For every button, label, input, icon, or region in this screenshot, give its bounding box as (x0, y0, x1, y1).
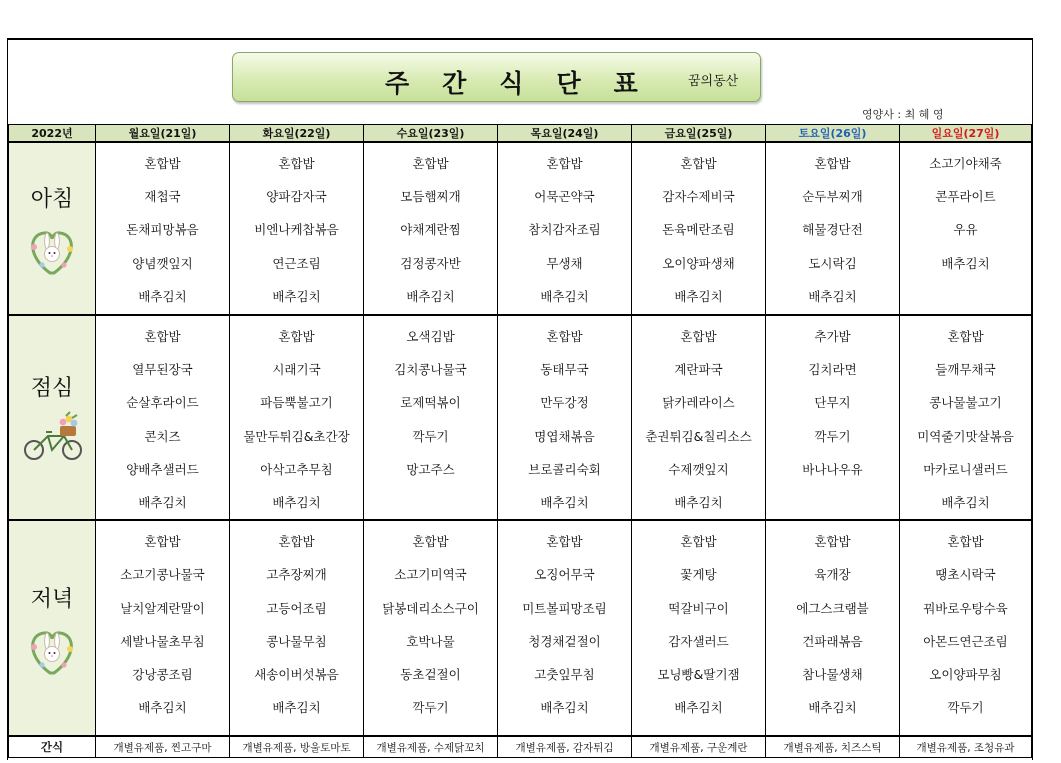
dish-item: 콩나물무침 (266, 633, 327, 649)
dish-item: 배추김치 (138, 288, 187, 304)
dish-cell-tue (230, 142, 364, 315)
dish-item: 돈채피망볶음 (126, 222, 199, 238)
dish-item: 무생채 (546, 255, 583, 271)
dish-item: 혼합밥 (814, 534, 851, 550)
dish-item: 배추김치 (941, 255, 990, 271)
dish-item: 깍두기 (814, 428, 851, 444)
dish-item: 순살후라이드 (126, 395, 199, 411)
dish-item: 배추김치 (674, 700, 723, 716)
dish-item: 고추장찌개 (266, 567, 327, 583)
dish-cell-tue (230, 315, 364, 520)
dish-item: 에그스크램블 (796, 600, 869, 616)
dish-item: 아몬드연근조림 (923, 633, 1008, 649)
dish-item: 수제깻잎지 (668, 461, 729, 477)
dish-cell-thu (498, 142, 632, 315)
dish-item: 참치감자조림 (528, 222, 601, 238)
dish-item: 망고주스 (406, 461, 455, 477)
dish-item: 배추김치 (272, 288, 321, 304)
dish-item: 파듬뿍불고기 (260, 395, 333, 411)
dish-item: 콩나물불고기 (929, 395, 1002, 411)
day-header-fri: 금요일(25일) (632, 125, 766, 143)
dish-item: 미역줄기맛살볶음 (917, 428, 1014, 444)
day-header-sat: 토요일(26일) (766, 125, 900, 143)
dish-cell-sat (766, 142, 900, 315)
snack-cell-fri: 개별유제품, 구운계란 (632, 736, 766, 758)
day-header-thu: 목요일(24일) (498, 125, 632, 143)
dish-item: 혼합밥 (144, 329, 181, 344)
dish-cell-thu (498, 315, 632, 520)
dish-item: 추가밥 (814, 329, 851, 344)
dish-item: 로제떡볶이 (400, 395, 461, 411)
dish-item: 닭봉데리소스구이 (382, 600, 479, 616)
dish-item: 배추김치 (674, 288, 723, 304)
meal-label-cell (9, 315, 96, 520)
dish-item: 깍두기 (412, 700, 449, 716)
meal-name: 점심 (30, 376, 74, 402)
dish-item: 혼합밥 (278, 156, 315, 171)
dish-item: 깍두기 (947, 700, 984, 716)
dish-cell-sun (900, 142, 1032, 315)
dietitian-label: 영양사 : 최 혜 영 (862, 108, 944, 121)
dish-item: 혼합밥 (947, 329, 984, 344)
dish-item: 배추김치 (272, 494, 321, 510)
dish-item: 호박나물 (406, 633, 455, 649)
dish-item: 야채계란찜 (400, 222, 461, 238)
dish-item: 콘푸라이트 (935, 189, 996, 205)
dish-item: 오징어무국 (534, 567, 595, 583)
dish-cell-fri (632, 520, 766, 736)
dish-cell-tue (230, 520, 364, 736)
dish-item: 동초겉절이 (400, 666, 461, 682)
dish-item: 닭카레라이스 (662, 395, 735, 411)
dish-item: 혼합밥 (278, 329, 315, 344)
dish-item: 혼합밥 (680, 156, 717, 171)
flower-bicycle-icon (22, 410, 82, 464)
dish-item: 소고기야채죽 (929, 156, 1002, 171)
dish-item: 혼합밥 (680, 329, 717, 344)
dish-item: 새송이버섯볶음 (254, 666, 339, 682)
dish-cell-mon (96, 520, 230, 736)
meal-label-cell (9, 142, 96, 315)
day-header-sun: 일요일(27일) (900, 125, 1032, 143)
dish-item: 배추김치 (138, 700, 187, 716)
dish-item: 계란파국 (674, 362, 723, 378)
dish-item: 춘권튀김&칠리소스 (645, 428, 752, 444)
page-title: 주간식단표 (385, 69, 671, 98)
dish-item: 어묵곤약국 (534, 189, 595, 205)
dish-item: 혼합밥 (680, 534, 717, 550)
dish-item: 혼합밥 (947, 534, 984, 550)
meal-row (9, 315, 1032, 520)
dish-item: 세발나물초무침 (120, 633, 205, 649)
dish-item: 열무된장국 (132, 362, 193, 378)
dish-item: 동태무국 (540, 362, 589, 378)
dish-cell-wed (364, 315, 498, 520)
dish-item: 혼합밥 (278, 534, 315, 550)
dish-item: 양념깻잎지 (132, 255, 193, 271)
dish-item: 고등어조림 (266, 600, 327, 616)
page-subtitle: 꿈의동산 (688, 74, 739, 89)
dish-item: 김치라면 (808, 362, 857, 378)
dish-item: 육개장 (814, 567, 851, 583)
dish-item: 시래기국 (272, 362, 321, 378)
dish-item: 감자수제비국 (662, 189, 735, 205)
dish-item: 배추김치 (808, 288, 857, 304)
meal-label-cell (9, 520, 96, 736)
dish-item: 혼합밥 (144, 534, 181, 550)
day-header-mon: 월요일(21일) (96, 125, 230, 143)
meal-row (9, 142, 1032, 315)
dish-item: 브로콜리숙회 (528, 461, 601, 477)
dish-item: 배추김치 (406, 288, 455, 304)
dish-item: 혼합밥 (412, 156, 449, 171)
dish-cell-sun (900, 315, 1032, 520)
dish-item: 비엔나케찹볶음 (254, 222, 339, 238)
dish-item: 떡갈비구이 (668, 600, 729, 616)
snack-cell-sat: 개별유제품, 치즈스틱 (766, 736, 900, 758)
dish-item: 혼합밥 (546, 534, 583, 550)
dish-cell-wed (364, 142, 498, 315)
dish-item: 도시락김 (808, 255, 857, 271)
snack-cell-thu: 개별유제품, 감자튀김 (498, 736, 632, 758)
header-row (9, 125, 1032, 143)
dish-item: 깍두기 (412, 428, 449, 444)
snack-row (9, 736, 1032, 758)
snack-cell-mon: 개별유제품, 찐고구마 (96, 736, 230, 758)
dish-item: 참나물생채 (802, 666, 863, 682)
dish-item: 고춧잎무침 (534, 666, 595, 682)
dish-item: 꿔바로우탕수육 (923, 600, 1008, 616)
dish-item: 바나나우유 (802, 461, 863, 477)
snack-cell-wed: 개별유제품, 수제닭꼬치 (364, 736, 498, 758)
meal-row (9, 520, 1032, 736)
day-header-wed: 수요일(23일) (364, 125, 498, 143)
dish-item: 배추김치 (540, 288, 589, 304)
dish-item: 배추김치 (540, 494, 589, 510)
dish-item: 해물경단전 (802, 222, 863, 238)
bunny-wreath-icon (22, 621, 82, 675)
dish-item: 아삭고추무침 (260, 461, 333, 477)
snack-label: 간식 (9, 736, 96, 758)
dish-item: 마카로니샐러드 (923, 461, 1008, 477)
dish-cell-fri (632, 315, 766, 520)
dish-item: 오이양파무침 (929, 666, 1002, 682)
dish-item: 단무지 (814, 395, 851, 411)
dish-item: 명엽채볶음 (534, 428, 595, 444)
dish-cell-sat (766, 520, 900, 736)
dish-item: 청경채겉절이 (528, 633, 601, 649)
dish-cell-mon (96, 142, 230, 315)
dish-item: 감자샐러드 (668, 633, 729, 649)
meal-name: 저녁 (30, 586, 74, 612)
dish-item: 혼합밥 (814, 156, 851, 171)
menu-table (8, 124, 1032, 758)
dish-item: 배추김치 (941, 494, 990, 510)
dish-cell-fri (632, 142, 766, 315)
dish-item: 들깨무채국 (935, 362, 996, 378)
dish-item: 양배추샐러드 (126, 461, 199, 477)
bunny-wreath-icon (22, 221, 82, 275)
snack-cell-sun: 개별유제품, 조청유과 (900, 736, 1032, 758)
snack-cell-tue: 개별유제품, 방울토마토 (230, 736, 364, 758)
dish-item: 꽃게탕 (680, 567, 717, 583)
dish-item: 오색김밥 (406, 329, 455, 344)
dish-item: 혼합밥 (546, 156, 583, 171)
dish-item: 모닝빵&딸기잼 (657, 666, 740, 682)
dish-item: 김치콩나물국 (394, 362, 467, 378)
dish-item: 배추김치 (138, 494, 187, 510)
dish-cell-mon (96, 315, 230, 520)
day-header-tue: 화요일(22일) (230, 125, 364, 143)
dish-cell-wed (364, 520, 498, 736)
dish-item: 만두강정 (540, 395, 589, 411)
dish-item: 혼합밥 (546, 329, 583, 344)
meal-name: 아침 (30, 187, 74, 212)
dish-item: 강낭콩조림 (132, 666, 193, 682)
dish-item: 순두부찌개 (802, 189, 863, 205)
dish-cell-sun (900, 520, 1032, 736)
dish-item: 재첩국 (144, 189, 181, 205)
dish-item: 오이양파생채 (662, 255, 735, 271)
dish-item: 배추김치 (272, 700, 321, 716)
dish-item: 소고기미역국 (394, 567, 467, 583)
dish-item: 혼합밥 (412, 534, 449, 550)
year-header: 2022년 (9, 125, 96, 143)
dish-item: 돈육메란조림 (662, 222, 735, 238)
dish-item: 모듬햄찌개 (400, 189, 461, 205)
dish-item: 검정콩자반 (400, 255, 461, 271)
dish-item: 배추김치 (808, 700, 857, 716)
dish-item: 배추김치 (540, 700, 589, 716)
dish-item: 날치알계란말이 (120, 600, 205, 616)
dish-item: 양파감자국 (266, 189, 327, 205)
dish-item: 물만두튀김&초간장 (243, 428, 350, 444)
dish-cell-thu (498, 520, 632, 736)
dish-item: 콘치즈 (144, 428, 181, 444)
dish-item: 우유 (953, 222, 978, 238)
dish-item: 배추김치 (674, 494, 723, 510)
dish-item: 미트볼피망조림 (522, 600, 607, 616)
dish-item: 땡초시락국 (935, 567, 996, 583)
dish-item: 건파래볶음 (802, 633, 863, 649)
dish-item: 소고기콩나물국 (120, 567, 205, 583)
dish-item: 연근조림 (272, 255, 321, 271)
dish-item: 혼합밥 (144, 156, 181, 171)
dish-cell-sat (766, 315, 900, 520)
